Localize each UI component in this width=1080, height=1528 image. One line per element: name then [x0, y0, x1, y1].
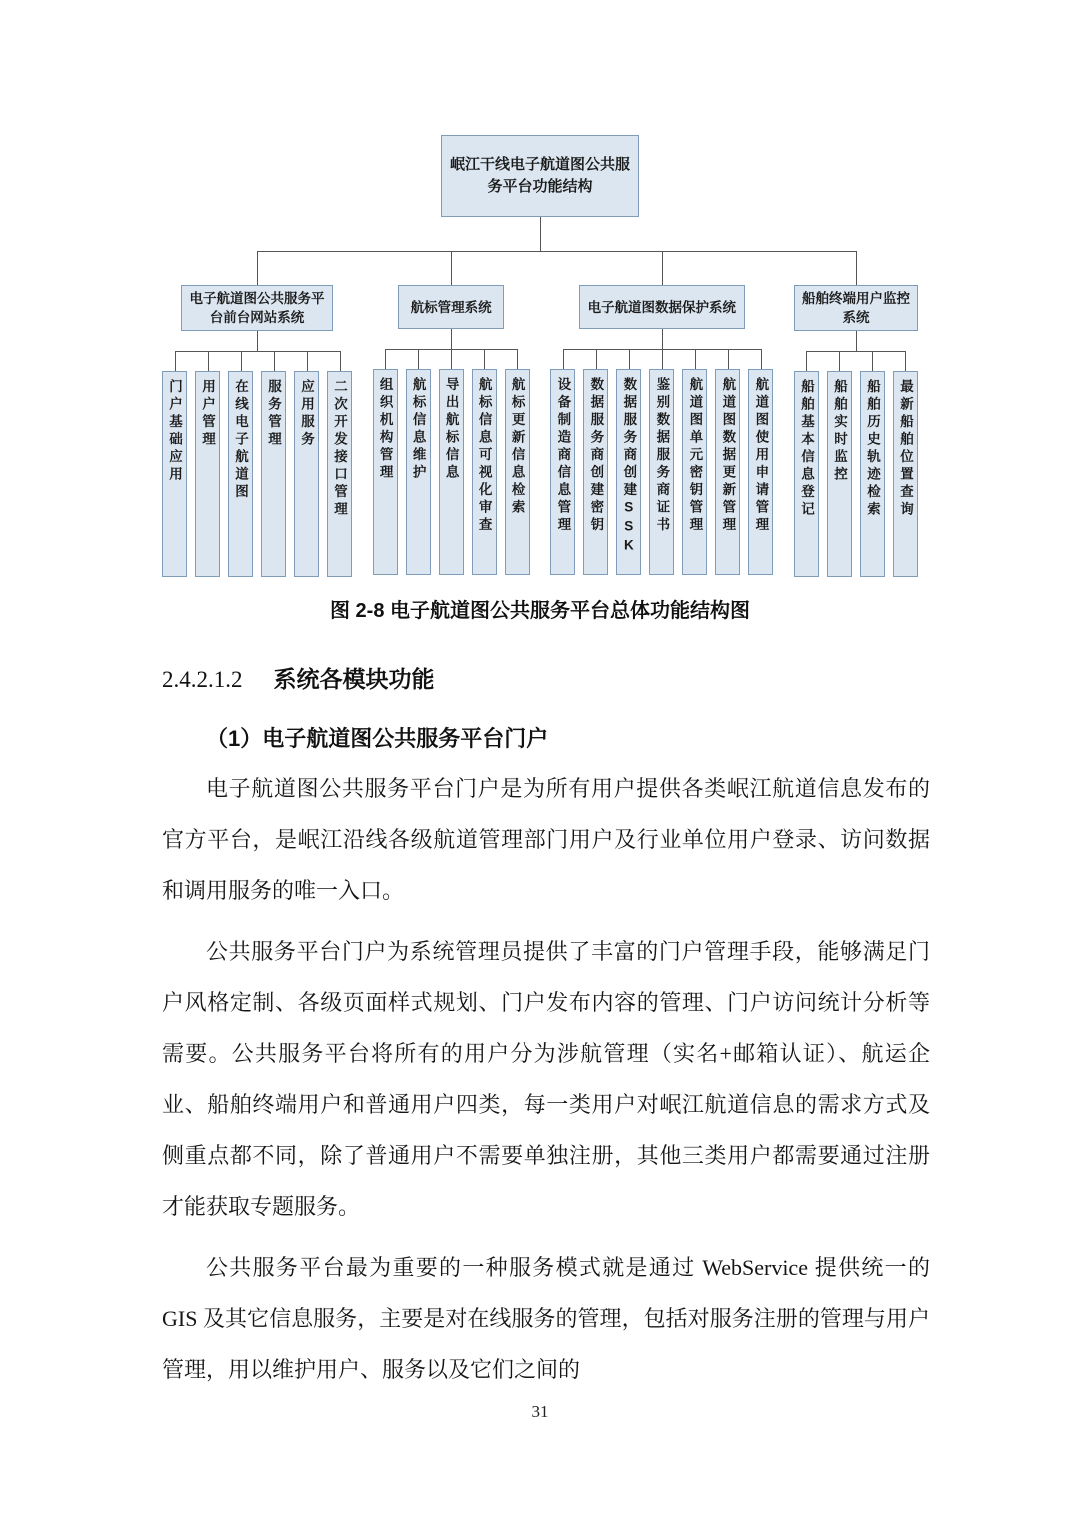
diagram-leaf-box: 船舶基本信息登记	[794, 371, 819, 577]
connector-line	[451, 251, 452, 285]
section-title: 系统各模块功能	[273, 666, 435, 692]
diagram-leaf-box: 组织机构管理	[373, 369, 398, 575]
diagram-leaf-box: 数据服务商创建密钥	[583, 369, 608, 575]
connector-line	[208, 351, 209, 371]
connector-line	[451, 349, 452, 369]
diagram-leaf-box: 数据服务商创建SSK	[616, 369, 641, 575]
diagram-group	[162, 285, 352, 577]
diagram-groups-row	[162, 285, 918, 577]
connector-line	[274, 351, 275, 371]
connector-line	[662, 349, 663, 369]
connector-line	[839, 351, 840, 371]
connector-line	[806, 351, 807, 371]
connector-line	[517, 349, 518, 369]
connector-line	[905, 351, 906, 371]
connector-line	[806, 351, 905, 352]
connector-line	[307, 351, 308, 371]
connector-line	[484, 349, 485, 369]
paragraph-1: 电子航道图公共服务平台门户是为所有用户提供各类岷江航道信息发布的官方平台，是岷江沿线各级航道管理部门用户及行业单位用户登录、访问数据和调用服务的唯一入口。	[162, 776, 930, 903]
connector-line	[385, 349, 386, 369]
diagram-leaves	[550, 369, 773, 575]
diagram-leaf-box: 在线电子航道图	[228, 371, 253, 577]
connector-line	[175, 351, 176, 371]
diagram-leaf-box: 二次开发接口管理	[327, 371, 352, 577]
connector-line	[257, 251, 258, 285]
diagram-leaf-box: 航标信息可视化审查	[472, 369, 497, 575]
section-number: 2.4.2.1.2	[162, 667, 243, 692]
connector-line	[418, 349, 419, 369]
diagram-leaves	[162, 371, 352, 577]
connector-line	[662, 251, 663, 285]
diagram-leaves	[794, 371, 918, 577]
connector-line	[761, 349, 762, 369]
diagram-leaves	[373, 369, 530, 575]
diagram-leaf-box: 设备制造商信息管理	[550, 369, 575, 575]
connector-line	[856, 251, 857, 285]
function-structure-diagram	[162, 135, 918, 577]
connector-line	[175, 351, 340, 352]
connector-line	[629, 349, 630, 369]
page-number: 31	[531, 1402, 549, 1421]
connector-line	[728, 349, 729, 369]
diagram-leaf-box: 导出航标信息	[439, 369, 464, 575]
diagram-group-box: 船舶终端用户监控系统	[794, 285, 918, 331]
subsection-heading: （1）电子航道图公共服务平台门户	[206, 726, 549, 751]
diagram-leaf-box: 船舶历史轨迹检索	[860, 371, 885, 577]
diagram-group-box: 电子航道图数据保护系统	[579, 285, 745, 329]
diagram-leaf-box: 航标信息维护	[406, 369, 431, 575]
text-content	[0, 661, 1080, 1395]
paragraph-3: 公共服务平台最为重要的一种服务模式就是通过 WebService 提供统一的 GIS 及其它信息服务，主要是对在线服务的管理，包括对服务注册的管理与用户管理，用以维护用户、服务以及它们之间的	[162, 1255, 930, 1382]
diagram-leaf-box: 最新船舶位置查询	[893, 371, 918, 577]
diagram-leaf-box: 航道图使用申请管理	[748, 369, 773, 575]
connector-line	[241, 351, 242, 371]
connector-line	[451, 329, 452, 349]
connector-line	[563, 349, 564, 369]
paragraph-2: 公共服务平台门户为系统管理员提供了丰富的门户管理手段，能够满足门户风格定制、各级页面样式规划、门户发布内容的管理、门户访问统计分析等需要。公共服务平台将所有的用户分为涉航管理（实名+邮箱认证）、航运企业、船舶终端用户和普通用户四类，每一类用户对岷江航道信息的需求方式及侧重点都不同，除了普通用户不需要单独注册，其他三类用户都需要通过注册才能获取专题服务。	[162, 939, 930, 1219]
connector-line	[662, 329, 663, 349]
connector-line	[856, 331, 857, 351]
diagram-leaf-box: 航标更新信息检索	[505, 369, 530, 575]
diagram-group-box: 航标管理系统	[398, 285, 504, 329]
diagram-leaf-box: 船舶实时监控	[827, 371, 852, 577]
diagram-leaf-box: 鉴别数据服务商证书	[649, 369, 674, 575]
diagram-group	[794, 285, 918, 577]
diagram-group-box: 电子航道图公共服务平台前台网站系统	[181, 285, 333, 331]
connector-line	[257, 251, 856, 252]
diagram-leaf-box: 航道图单元密钥管理	[682, 369, 707, 575]
section-heading	[162, 661, 930, 694]
connector-line	[257, 331, 258, 351]
connector-line	[540, 217, 541, 251]
diagram-leaf-box: 服务管理	[261, 371, 286, 577]
connector-line	[695, 349, 696, 369]
figure-caption: 图 2-8 电子航道图公共服务平台总体功能结构图	[329, 600, 751, 622]
diagram-leaf-box: 航道图数据更新管理	[715, 369, 740, 575]
connector-line	[596, 349, 597, 369]
connector-line	[340, 351, 341, 371]
diagram-leaf-box: 门户基础应用	[162, 371, 187, 577]
diagram-leaf-box: 用户管理	[195, 371, 220, 577]
connector-line	[872, 351, 873, 371]
diagram-leaf-box: 应用服务	[294, 371, 319, 577]
diagram-root-box: 岷江干线电子航道图公共服务平台功能结构	[441, 135, 639, 217]
